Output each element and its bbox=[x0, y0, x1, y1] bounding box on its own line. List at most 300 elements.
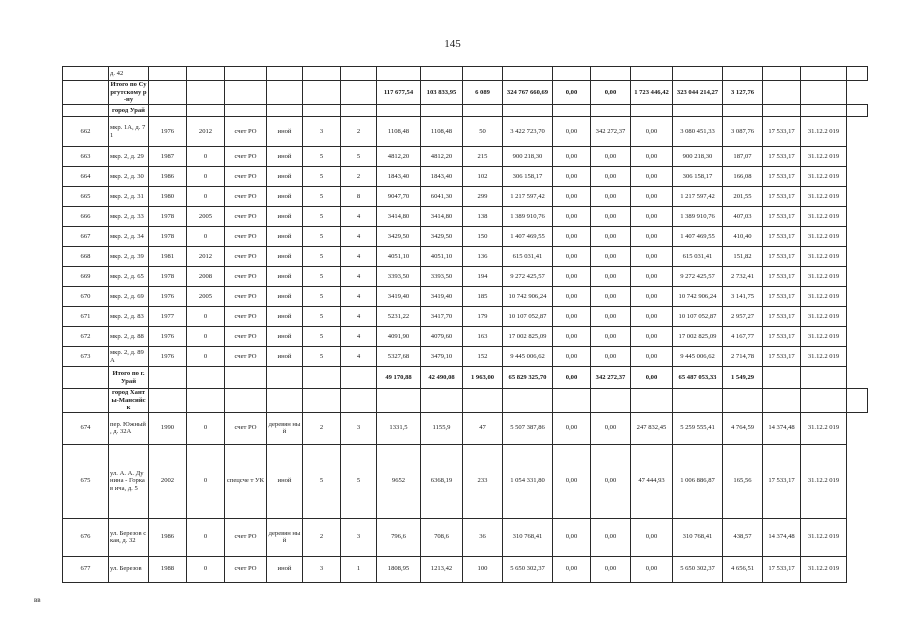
table-cell bbox=[763, 81, 801, 105]
table-cell: 5 bbox=[303, 207, 341, 227]
table-cell: 0,00 bbox=[591, 227, 631, 247]
table-cell: 0 bbox=[187, 518, 225, 556]
table-cell: 187,07 bbox=[723, 147, 763, 167]
table-cell: 615 031,41 bbox=[503, 247, 553, 267]
table-cell: 1980 bbox=[149, 187, 187, 207]
table-cell: 2 732,41 bbox=[723, 267, 763, 287]
table-cell: счет РО bbox=[225, 267, 267, 287]
table-cell: 0,00 bbox=[591, 327, 631, 347]
table-cell bbox=[591, 389, 631, 413]
table-cell: 5 bbox=[303, 287, 341, 307]
total-label: Итого по Сургутскому р-ну bbox=[110, 81, 147, 104]
table-cell: 247 832,45 bbox=[631, 412, 673, 444]
table-cell: 4812,20 bbox=[377, 147, 421, 167]
table-cell: 49 170,88 bbox=[377, 367, 421, 389]
table-cell: 5 650 302,37 bbox=[503, 556, 553, 582]
table-cell: 17 533,17 bbox=[763, 287, 801, 307]
table-cell bbox=[591, 67, 631, 81]
table-cell: 5 259 555,41 bbox=[673, 412, 723, 444]
table-cell: 0,00 bbox=[631, 147, 673, 167]
table-cell: 10 742 906,24 bbox=[673, 287, 723, 307]
table-cell: 1213,42 bbox=[421, 556, 463, 582]
table-cell: 1 bbox=[341, 556, 377, 582]
table-cell bbox=[303, 105, 341, 117]
table-cell: мкр. 2, д. 83 bbox=[109, 307, 149, 327]
table-cell: 3 080 451,33 bbox=[673, 117, 723, 147]
table-cell: 0,00 bbox=[631, 207, 673, 227]
table-cell: 31.12.2 019 bbox=[801, 307, 847, 327]
table-cell bbox=[801, 105, 847, 117]
table-cell: 117 677,54 bbox=[377, 81, 421, 105]
table-cell bbox=[225, 389, 267, 413]
table-cell: 1 217 597,42 bbox=[503, 187, 553, 207]
table-cell bbox=[463, 67, 503, 81]
table-cell: 31.12.2 019 bbox=[801, 267, 847, 287]
table-cell: 676 bbox=[63, 518, 109, 556]
table-cell bbox=[631, 389, 673, 413]
table-cell: 9047,70 bbox=[377, 187, 421, 207]
table-cell: 0,00 bbox=[631, 518, 673, 556]
table-cell: 0,00 bbox=[553, 412, 591, 444]
table-cell: 0,00 bbox=[591, 347, 631, 367]
table-cell: 4 bbox=[341, 227, 377, 247]
table-cell: 0,00 bbox=[631, 287, 673, 307]
table-cell: 5 507 387,86 bbox=[503, 412, 553, 444]
table-cell: 17 533,17 bbox=[763, 347, 801, 367]
table-cell: 0,00 bbox=[591, 247, 631, 267]
table-cell: ул. Березов ская, д. 32 bbox=[109, 518, 149, 556]
table-cell: 1 723 446,42 bbox=[631, 81, 673, 105]
table-cell: 47 bbox=[463, 412, 503, 444]
table-cell bbox=[225, 105, 267, 117]
table-cell: 5 bbox=[303, 227, 341, 247]
table-cell: иной bbox=[267, 267, 303, 287]
table-cell: 1976 bbox=[149, 287, 187, 307]
table-cell bbox=[631, 105, 673, 117]
table-cell: 668 bbox=[63, 247, 109, 267]
table-cell: 17 002 825,09 bbox=[503, 327, 553, 347]
table-cell bbox=[63, 367, 109, 389]
table-cell: 796,6 bbox=[377, 518, 421, 556]
table-cell: 9 445 006,62 bbox=[673, 347, 723, 367]
table-cell: 1978 bbox=[149, 267, 187, 287]
table-cell bbox=[673, 67, 723, 81]
table-cell: счет РО bbox=[225, 347, 267, 367]
table-cell: 5 bbox=[303, 307, 341, 327]
table-cell: 0 bbox=[187, 347, 225, 367]
table-cell: 4 bbox=[341, 247, 377, 267]
table-cell: 0,00 bbox=[553, 117, 591, 147]
table-cell bbox=[303, 389, 341, 413]
table-cell bbox=[63, 389, 109, 413]
page-number: 145 bbox=[444, 38, 461, 50]
table-cell: иной bbox=[267, 556, 303, 582]
table-cell: 0,00 bbox=[553, 267, 591, 287]
table-cell: 3417,70 bbox=[421, 307, 463, 327]
table-cell: 0,00 bbox=[631, 247, 673, 267]
table-cell bbox=[377, 389, 421, 413]
table-cell bbox=[341, 367, 377, 389]
table-cell: 42 490,08 bbox=[421, 367, 463, 389]
table-cell: 0,00 bbox=[591, 167, 631, 187]
table-cell: 1 407 469,55 bbox=[503, 227, 553, 247]
table-cell: счет РО bbox=[225, 227, 267, 247]
table-cell bbox=[63, 67, 109, 81]
table-cell bbox=[225, 81, 267, 105]
table-cell: 0,00 bbox=[591, 412, 631, 444]
table-cell: 201,55 bbox=[723, 187, 763, 207]
table-cell: 1843,40 bbox=[421, 167, 463, 187]
table-row bbox=[63, 117, 868, 147]
table-cell: мкр. 1А, д. 71 bbox=[109, 117, 149, 147]
table-cell: 615 031,41 bbox=[673, 247, 723, 267]
table-cell: иной bbox=[267, 117, 303, 147]
table-row bbox=[63, 247, 868, 267]
table-cell: 2012 bbox=[187, 247, 225, 267]
table-cell: 0,00 bbox=[631, 187, 673, 207]
table-cell: 2005 bbox=[187, 287, 225, 307]
table-cell: 3393,50 bbox=[421, 267, 463, 287]
table-cell bbox=[187, 81, 225, 105]
table-cell: 1990 bbox=[149, 412, 187, 444]
table-cell bbox=[763, 67, 801, 81]
table-cell: 5 bbox=[303, 167, 341, 187]
table-cell: мкр. 2, д. 65 bbox=[109, 267, 149, 287]
table-cell: 5 bbox=[341, 444, 377, 518]
table-row bbox=[63, 327, 868, 347]
table-cell: 1988 bbox=[149, 556, 187, 582]
table-cell bbox=[591, 105, 631, 117]
table-row bbox=[63, 147, 868, 167]
table-cell bbox=[763, 105, 801, 117]
table-cell: 438,57 bbox=[723, 518, 763, 556]
table-cell: 310 768,41 bbox=[673, 518, 723, 556]
table-cell: 3 141,75 bbox=[723, 287, 763, 307]
table-cell bbox=[723, 67, 763, 81]
table-cell: 323 044 214,27 bbox=[673, 81, 723, 105]
table-cell: 672 bbox=[63, 327, 109, 347]
table-cell: 1331,5 bbox=[377, 412, 421, 444]
table-cell bbox=[267, 367, 303, 389]
table-cell: 1978 bbox=[149, 207, 187, 227]
table-cell: деревян ный bbox=[267, 412, 303, 444]
table-cell: 4051,10 bbox=[377, 247, 421, 267]
table-cell: 4812,20 bbox=[421, 147, 463, 167]
table-cell: 1 389 910,76 bbox=[503, 207, 553, 227]
table-cell bbox=[801, 81, 847, 105]
table-cell: мкр. 2, д. 31 bbox=[109, 187, 149, 207]
table-cell bbox=[187, 105, 225, 117]
table-cell: 3479,10 bbox=[421, 347, 463, 367]
table-cell: 0 bbox=[187, 444, 225, 518]
table-cell: 4 bbox=[341, 267, 377, 287]
table-cell: 3429,50 bbox=[377, 227, 421, 247]
table-cell: 900 218,30 bbox=[673, 147, 723, 167]
table-cell: 1108,48 bbox=[421, 117, 463, 147]
table-cell: 3 422 723,70 bbox=[503, 117, 553, 147]
table-cell bbox=[267, 389, 303, 413]
table-cell bbox=[187, 389, 225, 413]
table-cell: 14 374,48 bbox=[763, 412, 801, 444]
table-cell: 2012 bbox=[187, 117, 225, 147]
table-cell: 4 bbox=[341, 347, 377, 367]
table-cell bbox=[267, 81, 303, 105]
table-cell: 65 829 325,70 bbox=[503, 367, 553, 389]
table-cell: иной bbox=[267, 227, 303, 247]
table-cell: 3419,40 bbox=[421, 287, 463, 307]
table-cell: 1 054 331,80 bbox=[503, 444, 553, 518]
table-cell: 163 bbox=[463, 327, 503, 347]
table-row bbox=[63, 287, 868, 307]
table-cell bbox=[149, 81, 187, 105]
table-cell: 900 218,30 bbox=[503, 147, 553, 167]
table-cell bbox=[847, 389, 868, 413]
table-cell: 1 549,29 bbox=[723, 367, 763, 389]
table-cell: 3414,80 bbox=[377, 207, 421, 227]
table-cell: 9 272 425,57 bbox=[503, 267, 553, 287]
table-cell bbox=[341, 389, 377, 413]
table-cell: иной bbox=[267, 167, 303, 187]
table-cell: 1 006 886,87 bbox=[673, 444, 723, 518]
table-cell: иной bbox=[267, 307, 303, 327]
table-cell bbox=[421, 105, 463, 117]
table-row bbox=[63, 347, 868, 367]
table-cell bbox=[763, 367, 801, 389]
table-cell: 136 bbox=[463, 247, 503, 267]
table-cell: 0,00 bbox=[553, 81, 591, 105]
table-cell: иной bbox=[267, 207, 303, 227]
table-row bbox=[63, 167, 868, 187]
table-cell: 102 bbox=[463, 167, 503, 187]
table-cell: 31.12.2 019 bbox=[801, 147, 847, 167]
table-cell: мкр. 2, д. 34 bbox=[109, 227, 149, 247]
table-cell: 17 533,17 bbox=[763, 187, 801, 207]
table-cell: 3 bbox=[341, 518, 377, 556]
table-cell: 4 656,51 bbox=[723, 556, 763, 582]
table-cell: 1808,95 bbox=[377, 556, 421, 582]
table-cell: мкр. 2, д. 89А bbox=[109, 347, 149, 367]
table-cell: 664 bbox=[63, 167, 109, 187]
table-cell: 0,00 bbox=[553, 518, 591, 556]
table-cell: иной bbox=[267, 247, 303, 267]
table-cell: 1 963,00 bbox=[463, 367, 503, 389]
table-cell: 2 bbox=[341, 117, 377, 147]
table-cell: 3419,40 bbox=[377, 287, 421, 307]
table-cell: 0 bbox=[187, 307, 225, 327]
table-cell: 1155,9 bbox=[421, 412, 463, 444]
table-cell: 47 444,93 bbox=[631, 444, 673, 518]
table-cell bbox=[187, 67, 225, 81]
table-cell: 5 bbox=[303, 187, 341, 207]
table-row bbox=[63, 556, 868, 582]
table-cell: 0,00 bbox=[553, 444, 591, 518]
table-cell: 1987 bbox=[149, 147, 187, 167]
table-cell: иной bbox=[267, 327, 303, 347]
table-cell: 0,00 bbox=[591, 81, 631, 105]
table-cell: 1977 bbox=[149, 307, 187, 327]
table-cell: пер. Южный , д. 32А bbox=[109, 412, 149, 444]
table-cell: 10 107 052,87 bbox=[673, 307, 723, 327]
table-cell: 3 bbox=[303, 556, 341, 582]
table-cell: мкр. 2, д. 30 bbox=[109, 167, 149, 187]
table-cell: 0,00 bbox=[631, 117, 673, 147]
table-cell: 10 742 906,24 bbox=[503, 287, 553, 307]
table-cell: 17 002 825,09 bbox=[673, 327, 723, 347]
table-cell: счет РО bbox=[225, 147, 267, 167]
table-cell: 0,00 bbox=[591, 444, 631, 518]
table-cell: 17 533,17 bbox=[763, 167, 801, 187]
total-row bbox=[63, 367, 868, 389]
table-cell: 50 bbox=[463, 117, 503, 147]
table-cell: 0,00 bbox=[591, 147, 631, 167]
table-cell: 5 bbox=[303, 247, 341, 267]
table-cell: 663 bbox=[63, 147, 109, 167]
table-cell: 31.12.2 019 bbox=[801, 117, 847, 147]
table-row bbox=[63, 412, 868, 444]
table-cell bbox=[303, 81, 341, 105]
table-cell: 666 bbox=[63, 207, 109, 227]
table-cell bbox=[673, 389, 723, 413]
table-cell: 31.12.2 019 bbox=[801, 412, 847, 444]
table-cell: счет РО bbox=[225, 412, 267, 444]
table-cell: 4051,10 bbox=[421, 247, 463, 267]
table-cell bbox=[149, 367, 187, 389]
table-cell bbox=[503, 67, 553, 81]
table-cell: 3 127,76 bbox=[723, 81, 763, 105]
table-cell: 342 272,37 bbox=[591, 367, 631, 389]
table-cell: 3 bbox=[303, 117, 341, 147]
table-cell: счет РО bbox=[225, 207, 267, 227]
table-row bbox=[63, 518, 868, 556]
table-cell: 17 533,17 bbox=[763, 556, 801, 582]
table-cell: иной bbox=[267, 287, 303, 307]
table-cell: 17 533,17 bbox=[763, 307, 801, 327]
table-cell: 324 767 660,69 bbox=[503, 81, 553, 105]
table-cell bbox=[63, 81, 109, 105]
table-cell: 4 bbox=[341, 307, 377, 327]
table-cell: 5327,68 bbox=[377, 347, 421, 367]
table-cell bbox=[421, 389, 463, 413]
table-cell: 0,00 bbox=[553, 307, 591, 327]
table-cell: 0,00 bbox=[553, 167, 591, 187]
table-cell: 185 bbox=[463, 287, 503, 307]
table-cell: 0,00 bbox=[591, 556, 631, 582]
table-cell: 3 bbox=[341, 412, 377, 444]
table-cell bbox=[553, 105, 591, 117]
table-cell: мкр. 2, д. 29 bbox=[109, 147, 149, 167]
table-cell: 5 bbox=[303, 267, 341, 287]
table-cell bbox=[303, 367, 341, 389]
table-cell: 1976 bbox=[149, 117, 187, 147]
table-cell bbox=[723, 105, 763, 117]
table-cell: 0,00 bbox=[553, 556, 591, 582]
table-cell: 4 764,59 bbox=[723, 412, 763, 444]
city-row bbox=[63, 105, 868, 117]
table-cell: 17 533,17 bbox=[763, 247, 801, 267]
table-cell: 36 bbox=[463, 518, 503, 556]
table-row bbox=[63, 187, 868, 207]
table-cell: 0,00 bbox=[553, 287, 591, 307]
table-cell: иной bbox=[267, 444, 303, 518]
table-cell: 215 bbox=[463, 147, 503, 167]
table-cell: 0,00 bbox=[553, 327, 591, 347]
table-cell: 0 bbox=[187, 167, 225, 187]
table-cell: 0,00 bbox=[591, 187, 631, 207]
table-cell: 17 533,17 bbox=[763, 327, 801, 347]
table-cell bbox=[267, 105, 303, 117]
table-cell: 677 bbox=[63, 556, 109, 582]
table-cell: 1976 bbox=[149, 327, 187, 347]
table-cell bbox=[63, 105, 109, 117]
table-cell bbox=[723, 389, 763, 413]
table-cell: 4079,60 bbox=[421, 327, 463, 347]
table-cell: 410,40 bbox=[723, 227, 763, 247]
table-cell: 0 bbox=[187, 556, 225, 582]
table-cell: 0,00 bbox=[553, 207, 591, 227]
table-cell: 3 087,76 bbox=[723, 117, 763, 147]
table-cell: 670 bbox=[63, 287, 109, 307]
table-cell: 1986 bbox=[149, 518, 187, 556]
table-cell: 31.12.2 019 bbox=[801, 556, 847, 582]
table-cell: 0,00 bbox=[591, 267, 631, 287]
table-cell: деревян ный bbox=[267, 518, 303, 556]
table-cell: 166,08 bbox=[723, 167, 763, 187]
table-cell: 1976 bbox=[149, 347, 187, 367]
table-cell: ул. Березов bbox=[109, 556, 149, 582]
table-cell: 9652 bbox=[377, 444, 421, 518]
table-cell: 1108,48 bbox=[377, 117, 421, 147]
table-cell: счет РО bbox=[225, 327, 267, 347]
table-cell: 306 158,17 bbox=[673, 167, 723, 187]
table-cell: 31.12.2 019 bbox=[801, 227, 847, 247]
table-cell bbox=[341, 81, 377, 105]
total-row bbox=[63, 81, 868, 105]
table-row bbox=[63, 307, 868, 327]
table-cell: 299 bbox=[463, 187, 503, 207]
table-cell: 2 bbox=[341, 167, 377, 187]
table-cell bbox=[377, 67, 421, 81]
table-cell: 665 bbox=[63, 187, 109, 207]
table-cell bbox=[553, 67, 591, 81]
table-cell: 152 bbox=[463, 347, 503, 367]
table-cell: 3414,80 bbox=[421, 207, 463, 227]
table-cell: 342 272,37 bbox=[591, 117, 631, 147]
table-cell: 2 bbox=[303, 412, 341, 444]
table-cell bbox=[673, 105, 723, 117]
table-cell: 3429,50 bbox=[421, 227, 463, 247]
table-cell: 0,00 bbox=[631, 227, 673, 247]
table-cell: 5231,22 bbox=[377, 307, 421, 327]
table-cell: 17 533,17 bbox=[763, 207, 801, 227]
table-cell: 2 714,78 bbox=[723, 347, 763, 367]
table-cell: 17 533,17 bbox=[763, 147, 801, 167]
table-cell: 2005 bbox=[187, 207, 225, 227]
table-cell: 5 bbox=[303, 444, 341, 518]
table-cell bbox=[503, 389, 553, 413]
table-cell: 0,00 bbox=[591, 518, 631, 556]
table-cell: 674 bbox=[63, 412, 109, 444]
table-cell: 1 217 597,42 bbox=[673, 187, 723, 207]
table-cell: 10 107 052,87 bbox=[503, 307, 553, 327]
table-cell: 31.12.2 019 bbox=[801, 287, 847, 307]
table-cell: 17 533,17 bbox=[763, 444, 801, 518]
table-cell: счет РО bbox=[225, 167, 267, 187]
table-cell: 165,56 bbox=[723, 444, 763, 518]
city-label: город Урай bbox=[109, 105, 149, 117]
table-cell: 669 bbox=[63, 267, 109, 287]
table-cell: спецсче т УК bbox=[225, 444, 267, 518]
table-row bbox=[63, 67, 868, 81]
